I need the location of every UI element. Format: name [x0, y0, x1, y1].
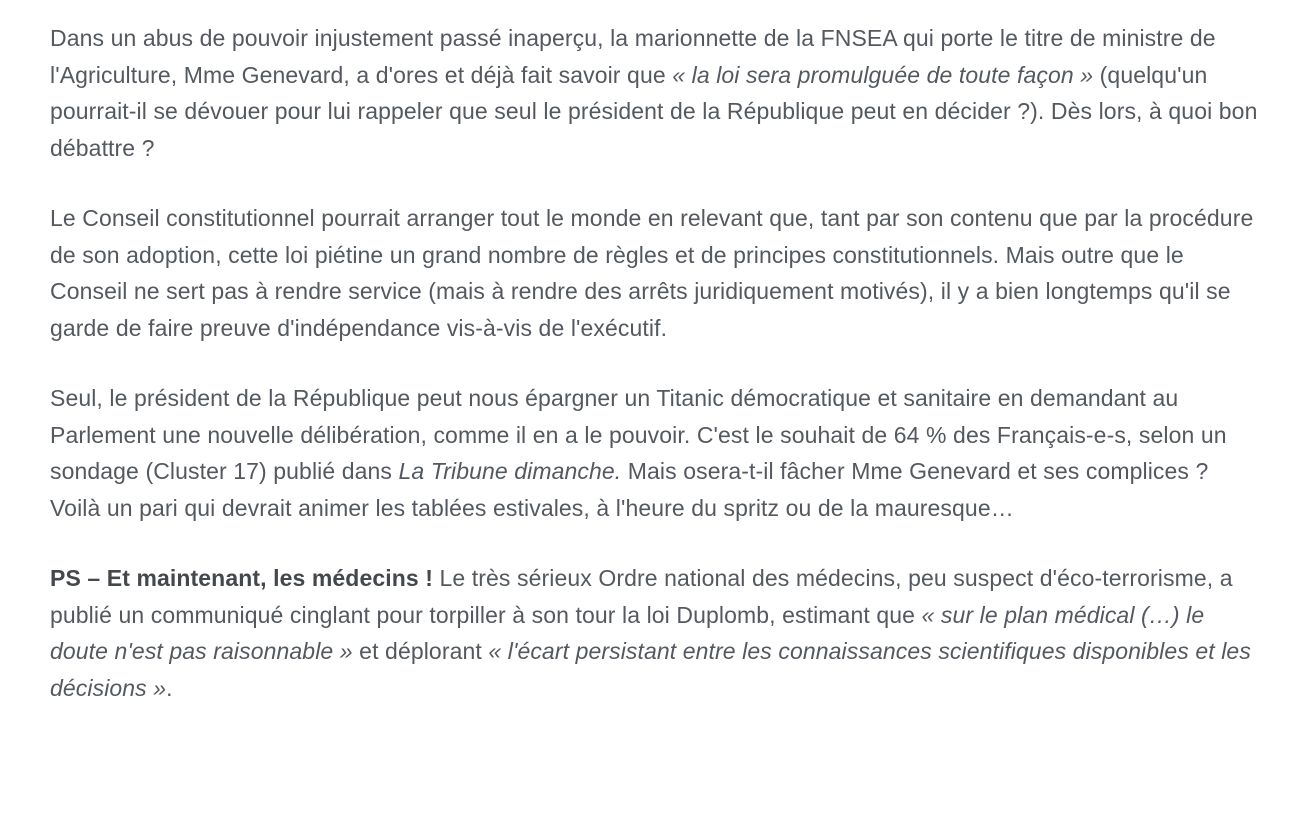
paragraph-3: [50, 380, 1262, 526]
text-run: (quelqu'un pourrait-il se dévouer pour lui rappeler que seul le président de la République peut en décider ?). Dès lors, à quoi bon débattre ?: [50, 61, 1258, 161]
text-run: et déplorant: [352, 638, 489, 664]
quote-run: « sur le plan médical (…) le doute n'est pas raisonnable »: [50, 601, 1205, 664]
text-run: Le Conseil constitutionnel pourrait arranger tout le monde en relevant que, tant par son contenu que par la procédure de son adoption, cette loi piétine un grand nombre de règles et de principes constitutionnels. Mais outre que le Conseil ne sert pas à rendre service (mais à rendre des arrêts juridiquement motivés), il y a bien longtemps qu'il se garde de faire preuve d'indépendance vis-à-vis de l'exécutif.: [50, 205, 1254, 341]
text-run: .: [166, 674, 173, 701]
quote-run: « la loi sera promulguée de toute façon »: [672, 61, 1094, 88]
quote-run: « l'écart persistant entre les connaissances scientifiques disponibles et les décisions »: [50, 638, 1251, 701]
text-run: Mais osera-t-il fâcher Mme Genevard et ses complices ? Voilà un pari qui devrait animer les tablées estivales, à l'heure du spritz ou de la mauresque…: [50, 458, 1209, 521]
text-run: Le très sérieux Ordre national des médecins, peu suspect d'éco-terrorisme, a publié un communiqué cinglant pour torpiller à son tour la loi Duplomb, estimant que: [50, 565, 1233, 628]
paragraph-4-postscript: [50, 560, 1262, 706]
ps-lead-run: PS – Et maintenant, les médecins !: [50, 565, 434, 591]
text-run: Seul, le président de la République peut nous épargner un Titanic démocratique et sanitaire en demandant au Parlement une nouvelle délibération, comme il en a le pouvoir. C'est le souhait de 64 % des Français-e-s, selon un sondage (Cluster 17) publié dans: [50, 385, 1227, 484]
paragraph-1: [50, 20, 1262, 166]
publication-title-run: La Tribune dimanche.: [398, 458, 622, 484]
text-run: Dans un abus de pouvoir injustement passé inaperçu, la marionnette de la FNSEA qui porte le titre de ministre de l'Agriculture, Mme Genevard, a d'ores et déjà fait savoir que: [50, 25, 1216, 88]
paragraph-2: [50, 200, 1262, 346]
